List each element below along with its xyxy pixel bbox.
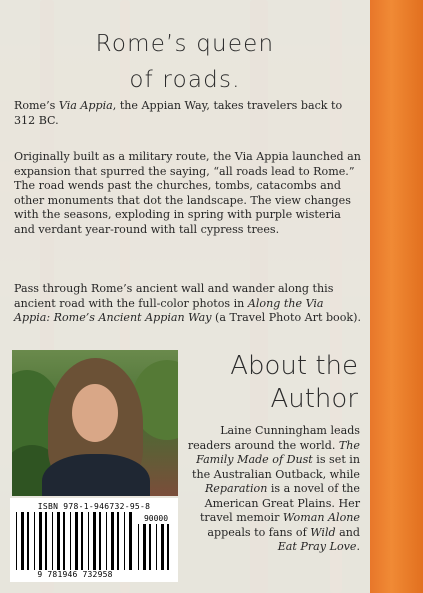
author-photo <box>12 350 178 496</box>
author-face <box>72 384 118 442</box>
ean-barcode-bars <box>16 512 134 570</box>
ean-digits: 9 781946 732958 <box>37 570 113 579</box>
price-barcode-bars <box>138 524 172 570</box>
description-paragraph-3: Pass through Rome’s ancient wall and wander along this ancient road with the full-color photos in Along the Via Appia: Rome’s Ancient Appian Way (a Travel Photo Art book). <box>14 282 361 324</box>
description-paragraph-2: Originally built as a military route, the Via Appia launched an expansion that spurred the saying, “all roads lead to Rome.” The road wends past the churches, tombs, catacombs and other monuments that dot the landscape. The view changes with the seasons, exploding in spring with purple wisteria and verdant year-round with tall cypress trees. <box>14 150 361 236</box>
about-line-1: About the <box>230 351 358 381</box>
cover-spine-edge <box>370 0 423 593</box>
isbn-barcode <box>10 498 178 582</box>
isbn-text: ISBN 978-1-946732-95-8 <box>37 502 151 511</box>
title-line-1: Rome’s queen <box>95 31 275 57</box>
description-paragraph-1: Rome’s Via Appia, the Appian Way, takes travelers back to 312 BC. <box>14 99 343 127</box>
author-shirt <box>42 454 150 496</box>
author-bio: Laine Cunningham leads readers around the world. The Family Made of Dust is set in the Australian Outback, while Reparation is a novel of the American Great Plains. Her travel memoir Woman Alone appeals to fans of Wild and Eat Pray Love. <box>187 424 360 553</box>
price-code: 90000 <box>143 514 169 523</box>
back-cover-title <box>0 26 370 98</box>
title-line-2: of roads. <box>129 67 241 93</box>
about-line-2: Author <box>270 384 358 414</box>
about-author-heading <box>190 350 358 416</box>
